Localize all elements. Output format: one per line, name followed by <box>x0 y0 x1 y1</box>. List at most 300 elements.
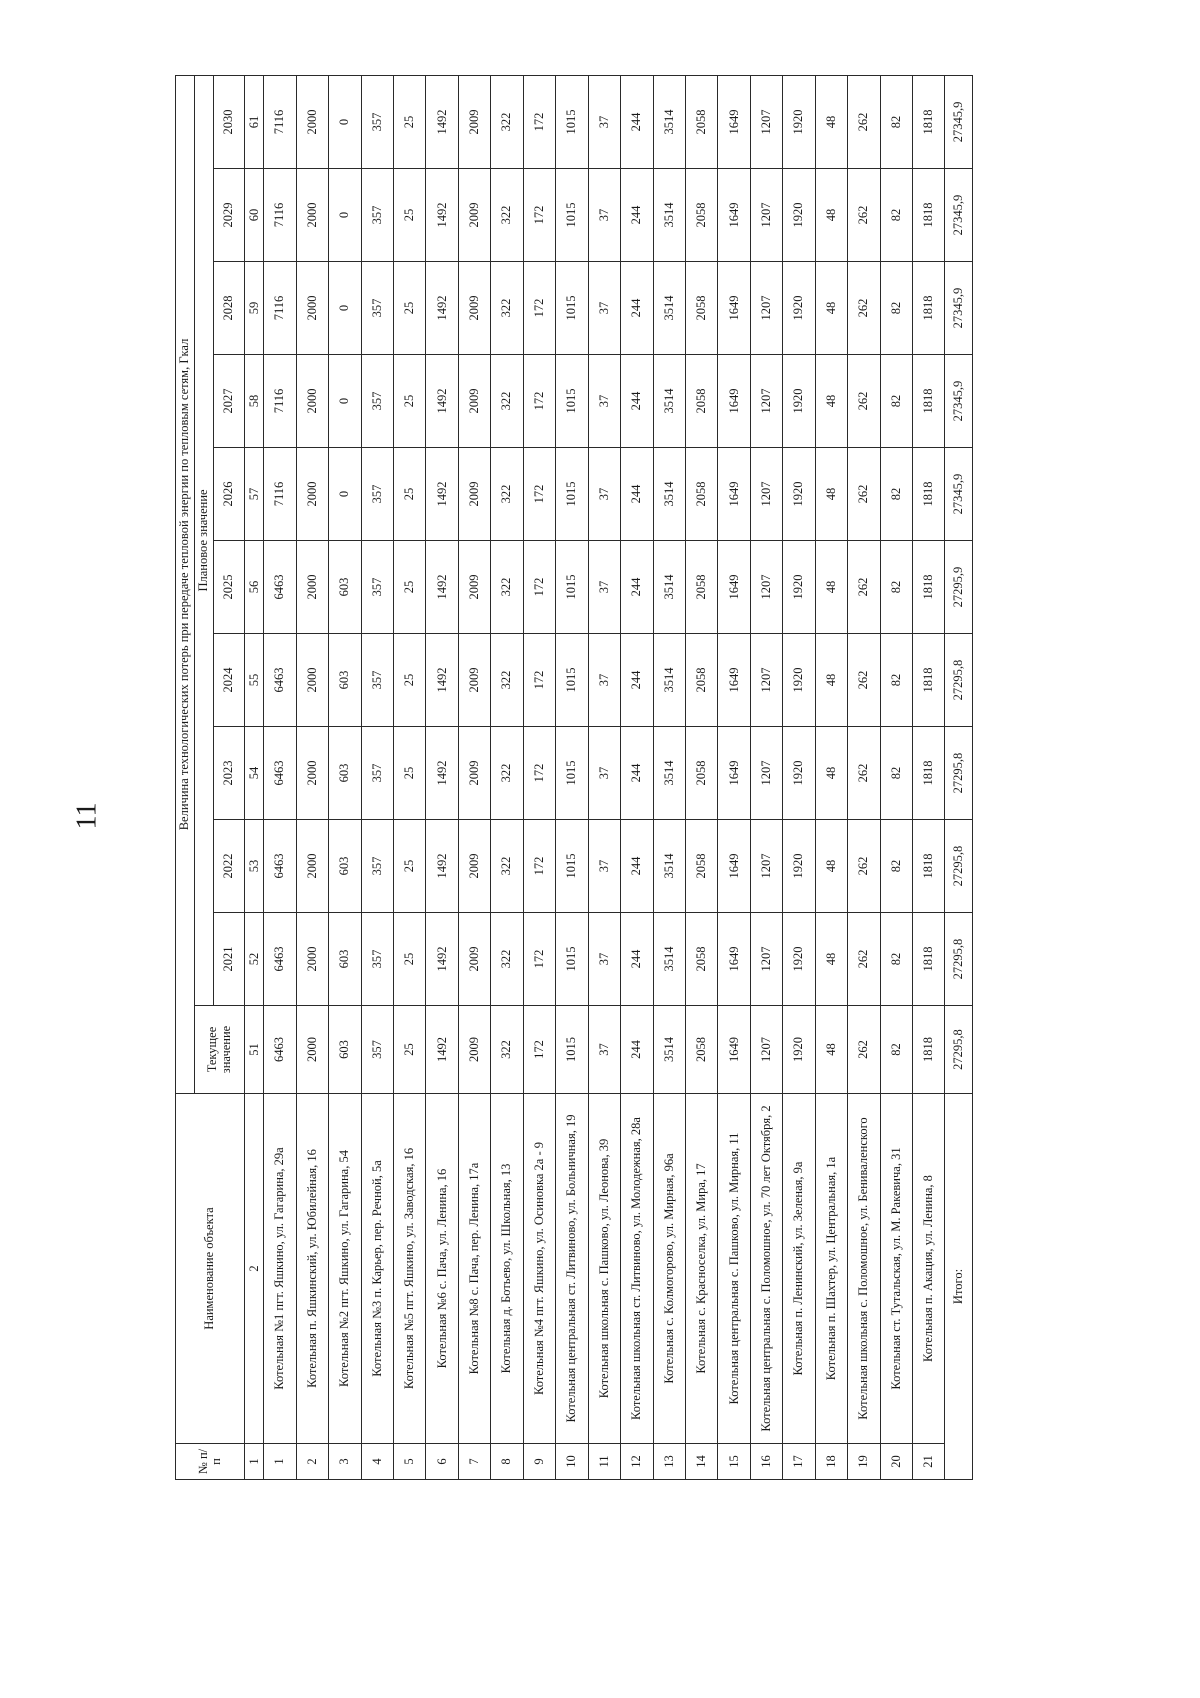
loss-value-cell: 2058 <box>685 634 717 727</box>
header-planned: Плановое значение <box>195 75 214 1005</box>
total-label: Итого: <box>945 1094 973 1480</box>
loss-value-cell: 244 <box>621 820 653 913</box>
header-year: 2024 <box>214 634 245 727</box>
column-index-cell: 1 <box>245 1444 264 1480</box>
loss-value-cell: 2009 <box>458 448 490 541</box>
loss-value-cell: 1207 <box>750 541 782 634</box>
loss-value-cell: 1818 <box>913 355 945 448</box>
row-number: 18 <box>815 1444 847 1480</box>
row-number: 3 <box>329 1444 361 1480</box>
table-row <box>718 75 750 1479</box>
loss-value-cell: 1920 <box>783 355 815 448</box>
loss-value-cell: 1818 <box>913 820 945 913</box>
loss-value-cell: 1015 <box>556 262 588 355</box>
loss-value-cell: 48 <box>815 634 847 727</box>
loss-value-cell: 6463 <box>264 913 296 1006</box>
loss-value-cell: 2009 <box>458 634 490 727</box>
total-value-cell: 27295,8 <box>945 727 973 820</box>
loss-value-cell: 1015 <box>556 75 588 168</box>
loss-value-cell: 82 <box>880 634 912 727</box>
loss-value-cell: 25 <box>394 727 426 820</box>
row-number: 5 <box>394 1444 426 1480</box>
loss-value-cell: 2058 <box>685 262 717 355</box>
loss-value-cell: 262 <box>848 820 880 913</box>
loss-value-cell: 82 <box>880 355 912 448</box>
table-row <box>588 75 620 1479</box>
header-year: 2028 <box>214 262 245 355</box>
column-index-cell: 57 <box>245 448 264 541</box>
loss-value-cell: 25 <box>394 1006 426 1094</box>
loss-value-cell: 1818 <box>913 262 945 355</box>
loss-value-cell: 2000 <box>296 820 328 913</box>
row-number: 15 <box>718 1444 750 1480</box>
header-year: 2025 <box>214 541 245 634</box>
loss-value-cell: 82 <box>880 75 912 168</box>
loss-value-cell: 244 <box>621 634 653 727</box>
loss-value-cell: 1818 <box>913 169 945 262</box>
loss-value-cell: 1492 <box>426 634 458 727</box>
loss-value-cell: 1920 <box>783 634 815 727</box>
loss-value-cell: 322 <box>491 75 523 168</box>
loss-value-cell: 172 <box>523 634 555 727</box>
row-number: 2 <box>296 1444 328 1480</box>
header-year: 2022 <box>214 820 245 913</box>
header-year: 2027 <box>214 355 245 448</box>
loss-value-cell: 322 <box>491 448 523 541</box>
loss-value-cell: 2000 <box>296 541 328 634</box>
header-current: Текущее значение <box>195 1006 245 1094</box>
object-name: Котельная п. Шахтер, ул. Центральная, 1а <box>815 1094 847 1444</box>
loss-value-cell: 0 <box>329 448 361 541</box>
loss-value-cell: 357 <box>361 355 393 448</box>
loss-value-cell: 6463 <box>264 1006 296 1094</box>
column-index-cell: 55 <box>245 634 264 727</box>
loss-value-cell: 357 <box>361 448 393 541</box>
object-name: Котельная школьная ст. Литвиново, ул. Молодежная, 28а <box>621 1094 653 1444</box>
loss-value-cell: 1649 <box>718 634 750 727</box>
loss-value-cell: 3514 <box>653 75 685 168</box>
loss-value-cell: 172 <box>523 75 555 168</box>
loss-value-cell: 82 <box>880 820 912 913</box>
loss-value-cell: 82 <box>880 262 912 355</box>
table-row <box>426 75 458 1479</box>
object-name: Котельная п. Ленинский, ул. Зеленая, 9а <box>783 1094 815 1444</box>
loss-value-cell: 82 <box>880 1006 912 1094</box>
row-number: 16 <box>750 1444 782 1480</box>
page-number: 11 <box>71 802 103 830</box>
row-number: 14 <box>685 1444 717 1480</box>
total-value-cell: 27345,9 <box>945 169 973 262</box>
loss-value-cell: 262 <box>848 727 880 820</box>
loss-value-cell: 262 <box>848 448 880 541</box>
row-number: 6 <box>426 1444 458 1480</box>
loss-value-cell: 0 <box>329 355 361 448</box>
object-name: Котельная школьная с. Поломошное, ул. Бениваленского <box>848 1094 880 1444</box>
loss-value-cell: 37 <box>588 541 620 634</box>
loss-value-cell: 37 <box>588 169 620 262</box>
table-row <box>750 75 782 1479</box>
loss-value-cell: 3514 <box>653 262 685 355</box>
table-row <box>848 75 880 1479</box>
object-name: Котельная №1 пгт. Яшкино, ул. Гагарина, 29а <box>264 1094 296 1444</box>
loss-value-cell: 357 <box>361 727 393 820</box>
loss-value-cell: 262 <box>848 913 880 1006</box>
loss-value-cell: 172 <box>523 262 555 355</box>
loss-value-cell: 1015 <box>556 355 588 448</box>
loss-value-cell: 603 <box>329 634 361 727</box>
loss-value-cell: 37 <box>588 1006 620 1094</box>
loss-value-cell: 172 <box>523 820 555 913</box>
loss-value-cell: 244 <box>621 75 653 168</box>
loss-value-cell: 2058 <box>685 448 717 541</box>
object-name: Котельная №2 пгт. Яшкино, ул. Гагарина, 54 <box>329 1094 361 1444</box>
loss-value-cell: 262 <box>848 75 880 168</box>
loss-value-cell: 1492 <box>426 262 458 355</box>
loss-value-cell: 1920 <box>783 820 815 913</box>
column-index-cell: 60 <box>245 169 264 262</box>
loss-value-cell: 244 <box>621 355 653 448</box>
loss-value-cell: 25 <box>394 913 426 1006</box>
loss-value-cell: 0 <box>329 262 361 355</box>
loss-value-cell: 1920 <box>783 75 815 168</box>
loss-value-cell: 7116 <box>264 262 296 355</box>
table-row <box>361 75 393 1479</box>
table-row <box>458 75 490 1479</box>
row-number: 21 <box>913 1444 945 1480</box>
loss-value-cell: 82 <box>880 541 912 634</box>
loss-value-cell: 1649 <box>718 913 750 1006</box>
loss-value-cell: 48 <box>815 913 847 1006</box>
loss-value-cell: 1920 <box>783 541 815 634</box>
loss-value-cell: 1492 <box>426 541 458 634</box>
loss-value-cell: 6463 <box>264 727 296 820</box>
loss-value-cell: 1920 <box>783 913 815 1006</box>
table-row <box>653 75 685 1479</box>
loss-value-cell: 3514 <box>653 355 685 448</box>
loss-value-cell: 1015 <box>556 820 588 913</box>
loss-value-cell: 1649 <box>718 262 750 355</box>
loss-value-cell: 37 <box>588 75 620 168</box>
loss-value-cell: 82 <box>880 448 912 541</box>
loss-value-cell: 1492 <box>426 820 458 913</box>
header-group: Величина технологических потерь при передаче тепловой энергии по тепловым сетям, Гкал <box>176 75 195 1093</box>
total-value-cell: 27345,9 <box>945 75 973 168</box>
row-number: 11 <box>588 1444 620 1480</box>
loss-value-cell: 2058 <box>685 169 717 262</box>
loss-value-cell: 1207 <box>750 262 782 355</box>
object-name: Котельная ст. Тутальская, ул. М. Ракевича, 31 <box>880 1094 912 1444</box>
loss-value-cell: 357 <box>361 262 393 355</box>
loss-value-cell: 1818 <box>913 727 945 820</box>
loss-value-cell: 2009 <box>458 169 490 262</box>
losses-table-container <box>175 76 973 1480</box>
row-number: 20 <box>880 1444 912 1480</box>
loss-value-cell: 48 <box>815 727 847 820</box>
loss-value-cell: 1207 <box>750 448 782 541</box>
loss-value-cell: 357 <box>361 75 393 168</box>
loss-value-cell: 82 <box>880 913 912 1006</box>
object-name: Котельная п. Акация, ул. Ленина, 8 <box>913 1094 945 1444</box>
loss-value-cell: 322 <box>491 913 523 1006</box>
loss-value-cell: 262 <box>848 634 880 727</box>
loss-value-cell: 172 <box>523 448 555 541</box>
loss-value-cell: 1818 <box>913 75 945 168</box>
loss-value-cell: 1649 <box>718 820 750 913</box>
loss-value-cell: 6463 <box>264 634 296 727</box>
object-name: Котельная №4 пгт. Яшкино, ул. Осиновка 2а - 9 <box>523 1094 555 1444</box>
object-name: Котельная с. Колмогорово, ул. Мирная, 96а <box>653 1094 685 1444</box>
loss-value-cell: 2009 <box>458 820 490 913</box>
loss-value-cell: 25 <box>394 634 426 727</box>
loss-value-cell: 1818 <box>913 1006 945 1094</box>
loss-value-cell: 322 <box>491 634 523 727</box>
object-name: Котельная школьная с. Пашково, ул. Леонова, 39 <box>588 1094 620 1444</box>
loss-value-cell: 172 <box>523 541 555 634</box>
total-value-cell: 27295,8 <box>945 820 973 913</box>
table-row <box>556 75 588 1479</box>
row-number: 17 <box>783 1444 815 1480</box>
loss-value-cell: 2000 <box>296 448 328 541</box>
loss-value-cell: 2058 <box>685 820 717 913</box>
loss-value-cell: 2009 <box>458 262 490 355</box>
loss-value-cell: 244 <box>621 913 653 1006</box>
loss-value-cell: 357 <box>361 913 393 1006</box>
object-name: Котельная центральная с. Пашково, ул. Мирная, 11 <box>718 1094 750 1444</box>
row-number: 12 <box>621 1444 653 1480</box>
loss-value-cell: 1818 <box>913 541 945 634</box>
loss-value-cell: 603 <box>329 913 361 1006</box>
loss-value-cell: 6463 <box>264 820 296 913</box>
row-number: 10 <box>556 1444 588 1480</box>
loss-value-cell: 2009 <box>458 75 490 168</box>
object-name: Котельная №6 с. Пача, ул. Ленина, 16 <box>426 1094 458 1444</box>
loss-value-cell: 603 <box>329 541 361 634</box>
loss-value-cell: 6463 <box>264 541 296 634</box>
row-number: 1 <box>264 1444 296 1480</box>
total-value-cell: 27295,8 <box>945 913 973 1006</box>
loss-value-cell: 1920 <box>783 1006 815 1094</box>
total-value-cell: 27295,8 <box>945 1006 973 1094</box>
total-value-cell: 27295,9 <box>945 541 973 634</box>
loss-value-cell: 1207 <box>750 913 782 1006</box>
loss-value-cell: 322 <box>491 727 523 820</box>
loss-value-cell: 3514 <box>653 169 685 262</box>
loss-value-cell: 322 <box>491 541 523 634</box>
loss-value-cell: 1015 <box>556 1006 588 1094</box>
loss-value-cell: 7116 <box>264 355 296 448</box>
loss-value-cell: 48 <box>815 448 847 541</box>
loss-value-cell: 37 <box>588 448 620 541</box>
loss-value-cell: 2009 <box>458 355 490 448</box>
loss-value-cell: 322 <box>491 169 523 262</box>
loss-value-cell: 1492 <box>426 448 458 541</box>
loss-value-cell: 1649 <box>718 541 750 634</box>
table-row <box>913 75 945 1479</box>
loss-value-cell: 2058 <box>685 727 717 820</box>
column-index-cell: 52 <box>245 913 264 1006</box>
row-number: 13 <box>653 1444 685 1480</box>
loss-value-cell: 322 <box>491 1006 523 1094</box>
table-row <box>880 75 912 1479</box>
loss-value-cell: 322 <box>491 355 523 448</box>
total-value-cell: 27345,9 <box>945 355 973 448</box>
total-value-cell: 27345,9 <box>945 448 973 541</box>
row-number: 9 <box>523 1444 555 1480</box>
loss-value-cell: 2000 <box>296 634 328 727</box>
table-row <box>394 75 426 1479</box>
loss-value-cell: 3514 <box>653 541 685 634</box>
loss-value-cell: 2000 <box>296 1006 328 1094</box>
loss-value-cell: 3514 <box>653 820 685 913</box>
loss-value-cell: 3514 <box>653 727 685 820</box>
loss-value-cell: 244 <box>621 1006 653 1094</box>
loss-value-cell: 3514 <box>653 1006 685 1094</box>
loss-value-cell: 357 <box>361 820 393 913</box>
header-name: Наименование объекта <box>176 1094 245 1444</box>
column-index-cell: 58 <box>245 355 264 448</box>
loss-value-cell: 1207 <box>750 727 782 820</box>
loss-value-cell: 37 <box>588 820 620 913</box>
loss-value-cell: 1015 <box>556 541 588 634</box>
total-value-cell: 27295,8 <box>945 634 973 727</box>
loss-value-cell: 1015 <box>556 169 588 262</box>
loss-value-cell: 1207 <box>750 169 782 262</box>
loss-value-cell: 322 <box>491 820 523 913</box>
column-index-cell: 56 <box>245 541 264 634</box>
table-row <box>491 75 523 1479</box>
loss-value-cell: 262 <box>848 1006 880 1094</box>
loss-value-cell: 2009 <box>458 1006 490 1094</box>
loss-value-cell: 244 <box>621 262 653 355</box>
loss-value-cell: 1492 <box>426 355 458 448</box>
table-row <box>685 75 717 1479</box>
loss-value-cell: 82 <box>880 169 912 262</box>
loss-value-cell: 1492 <box>426 1006 458 1094</box>
row-number: 4 <box>361 1444 393 1480</box>
loss-value-cell: 3514 <box>653 913 685 1006</box>
header-year: 2023 <box>214 727 245 820</box>
loss-value-cell: 2058 <box>685 541 717 634</box>
loss-value-cell: 1015 <box>556 913 588 1006</box>
column-index-cell: 2 <box>245 1094 264 1444</box>
loss-value-cell: 244 <box>621 448 653 541</box>
object-name: Котельная №5 пгт. Яшкино, ул. Заводская, 16 <box>394 1094 426 1444</box>
total-value-cell: 27345,9 <box>945 262 973 355</box>
column-index-cell: 61 <box>245 75 264 168</box>
table-row <box>621 75 653 1479</box>
loss-value-cell: 25 <box>394 169 426 262</box>
loss-value-cell: 48 <box>815 820 847 913</box>
loss-value-cell: 1649 <box>718 1006 750 1094</box>
loss-value-cell: 2058 <box>685 75 717 168</box>
loss-value-cell: 1649 <box>718 448 750 541</box>
loss-value-cell: 1649 <box>718 75 750 168</box>
loss-value-cell: 357 <box>361 169 393 262</box>
loss-value-cell: 3514 <box>653 448 685 541</box>
loss-value-cell: 0 <box>329 75 361 168</box>
column-index-cell: 51 <box>245 1006 264 1094</box>
loss-value-cell: 262 <box>848 355 880 448</box>
loss-value-cell: 603 <box>329 1006 361 1094</box>
loss-value-cell: 25 <box>394 541 426 634</box>
loss-value-cell: 7116 <box>264 448 296 541</box>
loss-value-cell: 37 <box>588 727 620 820</box>
loss-value-cell: 322 <box>491 262 523 355</box>
loss-value-cell: 2000 <box>296 913 328 1006</box>
header-year: 2021 <box>214 913 245 1006</box>
loss-value-cell: 1649 <box>718 355 750 448</box>
loss-value-cell: 37 <box>588 262 620 355</box>
loss-value-cell: 25 <box>394 262 426 355</box>
loss-value-cell: 172 <box>523 727 555 820</box>
object-name: Котельная центральная с. Поломошное, ул. 70 лет Октября, 2 <box>750 1094 782 1444</box>
loss-value-cell: 244 <box>621 727 653 820</box>
total-row <box>945 75 973 1479</box>
column-index-cell: 53 <box>245 820 264 913</box>
loss-value-cell: 172 <box>523 169 555 262</box>
loss-value-cell: 25 <box>394 820 426 913</box>
table-row <box>264 75 296 1479</box>
object-name: Котельная п. Яшкинский, ул. Юбилейная, 16 <box>296 1094 328 1444</box>
loss-value-cell: 1492 <box>426 913 458 1006</box>
row-number: 19 <box>848 1444 880 1480</box>
loss-value-cell: 1015 <box>556 727 588 820</box>
loss-value-cell: 172 <box>523 1006 555 1094</box>
object-name: Котельная с. Красноселка, ул. Мира, 17 <box>685 1094 717 1444</box>
loss-value-cell: 1920 <box>783 727 815 820</box>
loss-value-cell: 0 <box>329 169 361 262</box>
column-index-cell: 59 <box>245 262 264 355</box>
loss-value-cell: 48 <box>815 75 847 168</box>
loss-value-cell: 2009 <box>458 541 490 634</box>
loss-value-cell: 2058 <box>685 355 717 448</box>
loss-value-cell: 1649 <box>718 727 750 820</box>
loss-value-cell: 357 <box>361 541 393 634</box>
loss-value-cell: 357 <box>361 1006 393 1094</box>
header-year: 2030 <box>214 75 245 168</box>
loss-value-cell: 1207 <box>750 1006 782 1094</box>
table-row <box>329 75 361 1479</box>
loss-value-cell: 1492 <box>426 727 458 820</box>
loss-value-cell: 48 <box>815 169 847 262</box>
loss-value-cell: 3514 <box>653 634 685 727</box>
loss-value-cell: 2009 <box>458 727 490 820</box>
loss-value-cell: 244 <box>621 169 653 262</box>
loss-value-cell: 1649 <box>718 169 750 262</box>
loss-value-cell: 2000 <box>296 355 328 448</box>
loss-value-cell: 1818 <box>913 913 945 1006</box>
loss-value-cell: 1015 <box>556 448 588 541</box>
loss-value-cell: 37 <box>588 355 620 448</box>
column-index-cell: 54 <box>245 727 264 820</box>
loss-value-cell: 172 <box>523 355 555 448</box>
loss-value-cell: 37 <box>588 634 620 727</box>
loss-value-cell: 2058 <box>685 1006 717 1094</box>
loss-value-cell: 2000 <box>296 262 328 355</box>
table-row <box>296 75 328 1479</box>
loss-value-cell: 1818 <box>913 448 945 541</box>
loss-value-cell: 1492 <box>426 75 458 168</box>
loss-value-cell: 82 <box>880 727 912 820</box>
loss-value-cell: 1492 <box>426 169 458 262</box>
loss-value-cell: 37 <box>588 913 620 1006</box>
header-year: 2026 <box>214 448 245 541</box>
loss-value-cell: 2009 <box>458 913 490 1006</box>
heat-losses-table <box>175 75 973 1480</box>
loss-value-cell: 1920 <box>783 262 815 355</box>
header-year: 2029 <box>214 169 245 262</box>
loss-value-cell: 48 <box>815 541 847 634</box>
